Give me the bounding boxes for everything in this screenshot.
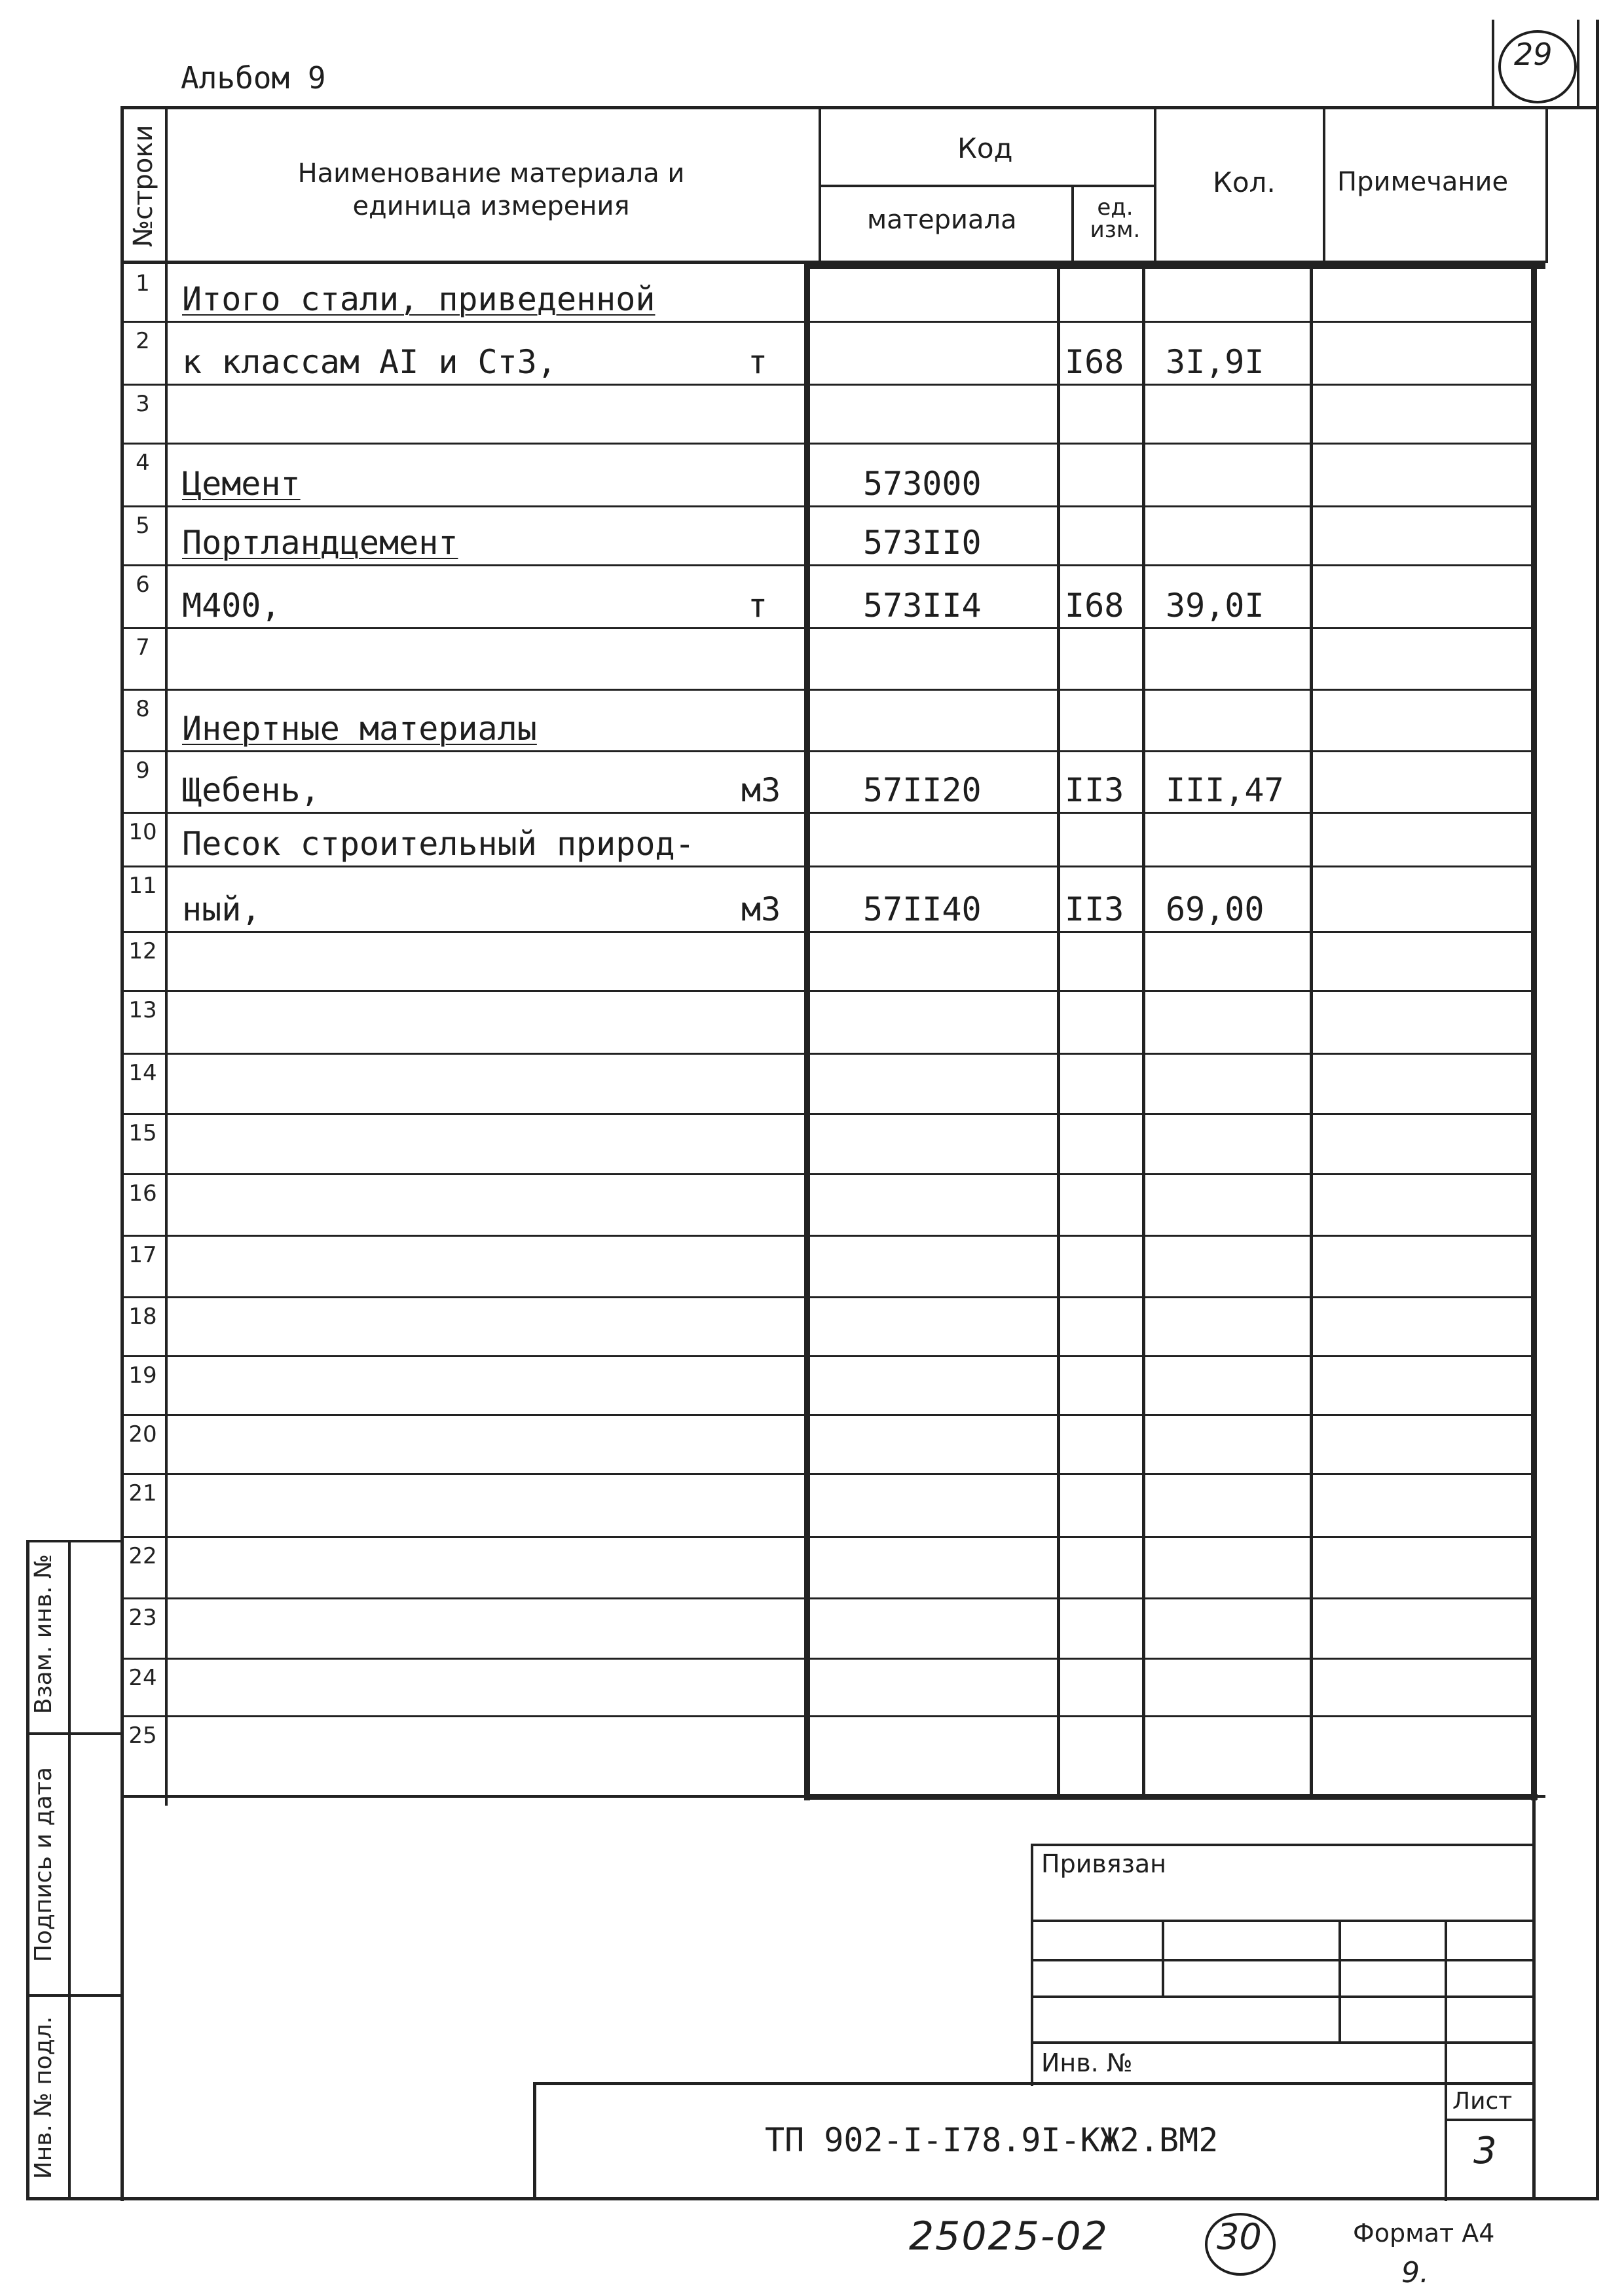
- row-number: 17: [128, 1242, 157, 1268]
- row-line: [122, 1235, 1536, 1237]
- side-label-podpis: Подпись и дата: [30, 1766, 57, 1963]
- tb-main-left: [533, 2082, 536, 2200]
- stamp-box-left: [1492, 20, 1494, 107]
- stamp-box-right: [1577, 20, 1579, 107]
- row-number: 19: [128, 1362, 157, 1389]
- body-v-name-right: [805, 263, 808, 1795]
- tb-v3: [1445, 1920, 1447, 2201]
- entry-name: Итого стали, приведенной: [182, 280, 655, 318]
- entry-name: Цемент: [182, 465, 301, 503]
- row-number: 22: [128, 1543, 157, 1569]
- row-number: 15: [128, 1120, 157, 1146]
- row-line: [122, 1536, 1536, 1538]
- row-line: [122, 866, 1536, 867]
- tb-row2: [1031, 1959, 1535, 1961]
- row-line: [122, 321, 1536, 323]
- tb-inv-no: Инв. №: [1041, 2049, 1133, 2077]
- entry-material-code: 57II20: [863, 771, 982, 809]
- row-number: 7: [136, 634, 150, 661]
- frame-left: [120, 106, 124, 2201]
- v-code-unit: [1071, 186, 1074, 263]
- v-name: [819, 106, 821, 263]
- v-code: [1154, 106, 1156, 263]
- entry-material-code: 573II0: [863, 524, 982, 562]
- entry-name: М400,: [182, 587, 281, 625]
- entry-name: Песок строительный природ-: [182, 825, 695, 863]
- header-code: Код: [957, 132, 1013, 164]
- header-code-material: материала: [867, 205, 1017, 235]
- frame-bottom: [26, 2197, 1599, 2200]
- footer-page-stamp: 30: [1217, 2216, 1262, 2257]
- entry-name: Щебень,: [182, 771, 320, 809]
- row-number: 10: [128, 819, 157, 845]
- row-line: [122, 627, 1536, 629]
- entry-unit: т: [748, 343, 768, 381]
- tb-top-line: [122, 1795, 1545, 1798]
- header-code-unit: ед. изм.: [1090, 194, 1141, 243]
- entry-unit-code: II3: [1065, 771, 1124, 809]
- entry-unit-code: I68: [1065, 587, 1124, 625]
- header-row-no: №строки: [128, 124, 158, 247]
- album-label: Альбом 9: [181, 60, 326, 96]
- row-line: [122, 812, 1536, 814]
- entry-material-code: 573II4: [863, 587, 982, 625]
- v-note-right: [1545, 106, 1548, 263]
- row-line: [122, 1715, 1536, 1717]
- row-line: [122, 505, 1536, 507]
- tb-doc-code: ТП 902-I-I78.9I-КЖ2.ВМ2: [765, 2121, 1219, 2159]
- side-strip-div2: [26, 1994, 122, 1997]
- row-number: 1: [136, 270, 150, 297]
- row-line: [122, 443, 1536, 445]
- body-thick-top: [805, 263, 1545, 269]
- row-number: 12: [128, 938, 157, 964]
- tb-row3: [1031, 1995, 1535, 1998]
- entry-quantity: 69,00: [1166, 890, 1264, 928]
- row-number: 4: [136, 450, 150, 476]
- side-strip-left: [26, 1540, 29, 2200]
- row-number: 3: [136, 391, 150, 417]
- header-note: Примечание: [1337, 167, 1509, 197]
- entry-unit: м3: [741, 890, 781, 928]
- row-number: 11: [128, 873, 157, 899]
- entry-material-code: 573000: [863, 465, 982, 503]
- row-line: [122, 1113, 1536, 1115]
- frame-top: [122, 106, 1599, 109]
- row-number: 24: [128, 1665, 157, 1691]
- tb-privyazan-top: [1031, 1844, 1535, 1846]
- entry-name: к классам AI и Ст3,: [182, 343, 557, 381]
- entry-name: ный,: [182, 890, 261, 928]
- row-line: [122, 1473, 1536, 1475]
- row-number: 8: [136, 696, 150, 722]
- row-number: 23: [128, 1605, 157, 1631]
- row-line: [122, 990, 1536, 992]
- tb-list-label: Лист: [1452, 2088, 1513, 2115]
- row-line: [122, 1296, 1536, 1298]
- entry-name: Инертные материалы: [182, 710, 537, 748]
- tb-main-top: [534, 2082, 1535, 2085]
- entry-quantity: 3I,9I: [1166, 343, 1264, 381]
- entry-quantity: 39,0I: [1166, 587, 1264, 625]
- body-v-unit-right: [1142, 263, 1145, 1795]
- tb-list-split: [1445, 2119, 1535, 2121]
- body-v-unit-left: [1057, 263, 1060, 1795]
- row-line: [122, 1053, 1536, 1055]
- side-label-inv-podl: Инв. № подл.: [30, 2016, 57, 2179]
- row-line: [122, 689, 1536, 691]
- tb-row1: [1031, 1920, 1535, 1922]
- row-line: [122, 1658, 1536, 1660]
- entry-quantity: III,47: [1166, 771, 1284, 809]
- entry-unit-code: I68: [1065, 343, 1124, 381]
- v-rownum: [165, 106, 168, 1806]
- frame-right: [1596, 20, 1599, 2200]
- row-number: 25: [128, 1722, 157, 1749]
- row-number: 5: [136, 513, 150, 539]
- row-number: 13: [128, 997, 157, 1023]
- sheet-stamp-number: 29: [1514, 37, 1553, 72]
- row-line: [122, 1173, 1536, 1175]
- header-code-split: [820, 185, 1155, 187]
- entry-name: Портландцемент: [182, 524, 458, 562]
- entry-unit: м3: [741, 771, 781, 809]
- tb-row4: [1031, 2041, 1535, 2044]
- footer-format: Формат А4: [1353, 2219, 1495, 2248]
- tb-v2: [1338, 1920, 1341, 2041]
- tb-right-edge: [1532, 1795, 1536, 2200]
- row-line: [122, 564, 1536, 566]
- entry-unit: т: [748, 587, 768, 625]
- row-line: [122, 750, 1536, 752]
- row-number: 14: [128, 1060, 157, 1086]
- tb-v1: [1162, 1920, 1164, 1998]
- tb-privyazan-left: [1031, 1844, 1033, 2086]
- row-line: [122, 1414, 1536, 1416]
- row-line: [122, 1597, 1536, 1599]
- row-number: 6: [136, 572, 150, 598]
- row-number: 20: [128, 1421, 157, 1448]
- footer-mark: 9.: [1401, 2256, 1429, 2289]
- header-qty: Кол.: [1213, 166, 1276, 198]
- entry-unit-code: II3: [1065, 890, 1124, 928]
- footer-serial: 25025-02: [909, 2214, 1109, 2259]
- tb-list-value: 3: [1473, 2130, 1497, 2172]
- row-number: 2: [136, 328, 150, 354]
- entry-material-code: 57II40: [863, 890, 982, 928]
- header-name: Наименование материала и единица измерения: [297, 158, 685, 221]
- side-strip-mid: [68, 1540, 71, 2200]
- body-v-qty-right: [1310, 263, 1313, 1795]
- side-label-vzam: Взам. инв. №: [30, 1554, 57, 1715]
- row-number: 18: [128, 1303, 157, 1330]
- tb-privyazan: Привязан: [1041, 1850, 1166, 1878]
- row-number: 16: [128, 1180, 157, 1207]
- row-line: [122, 1355, 1536, 1357]
- v-qty: [1323, 106, 1325, 263]
- side-strip-div1: [26, 1732, 122, 1735]
- row-line: [122, 384, 1536, 386]
- row-number: 9: [136, 757, 150, 784]
- body-thick-right: [1531, 263, 1537, 1800]
- row-line: [122, 931, 1536, 933]
- row-number: 21: [128, 1480, 157, 1506]
